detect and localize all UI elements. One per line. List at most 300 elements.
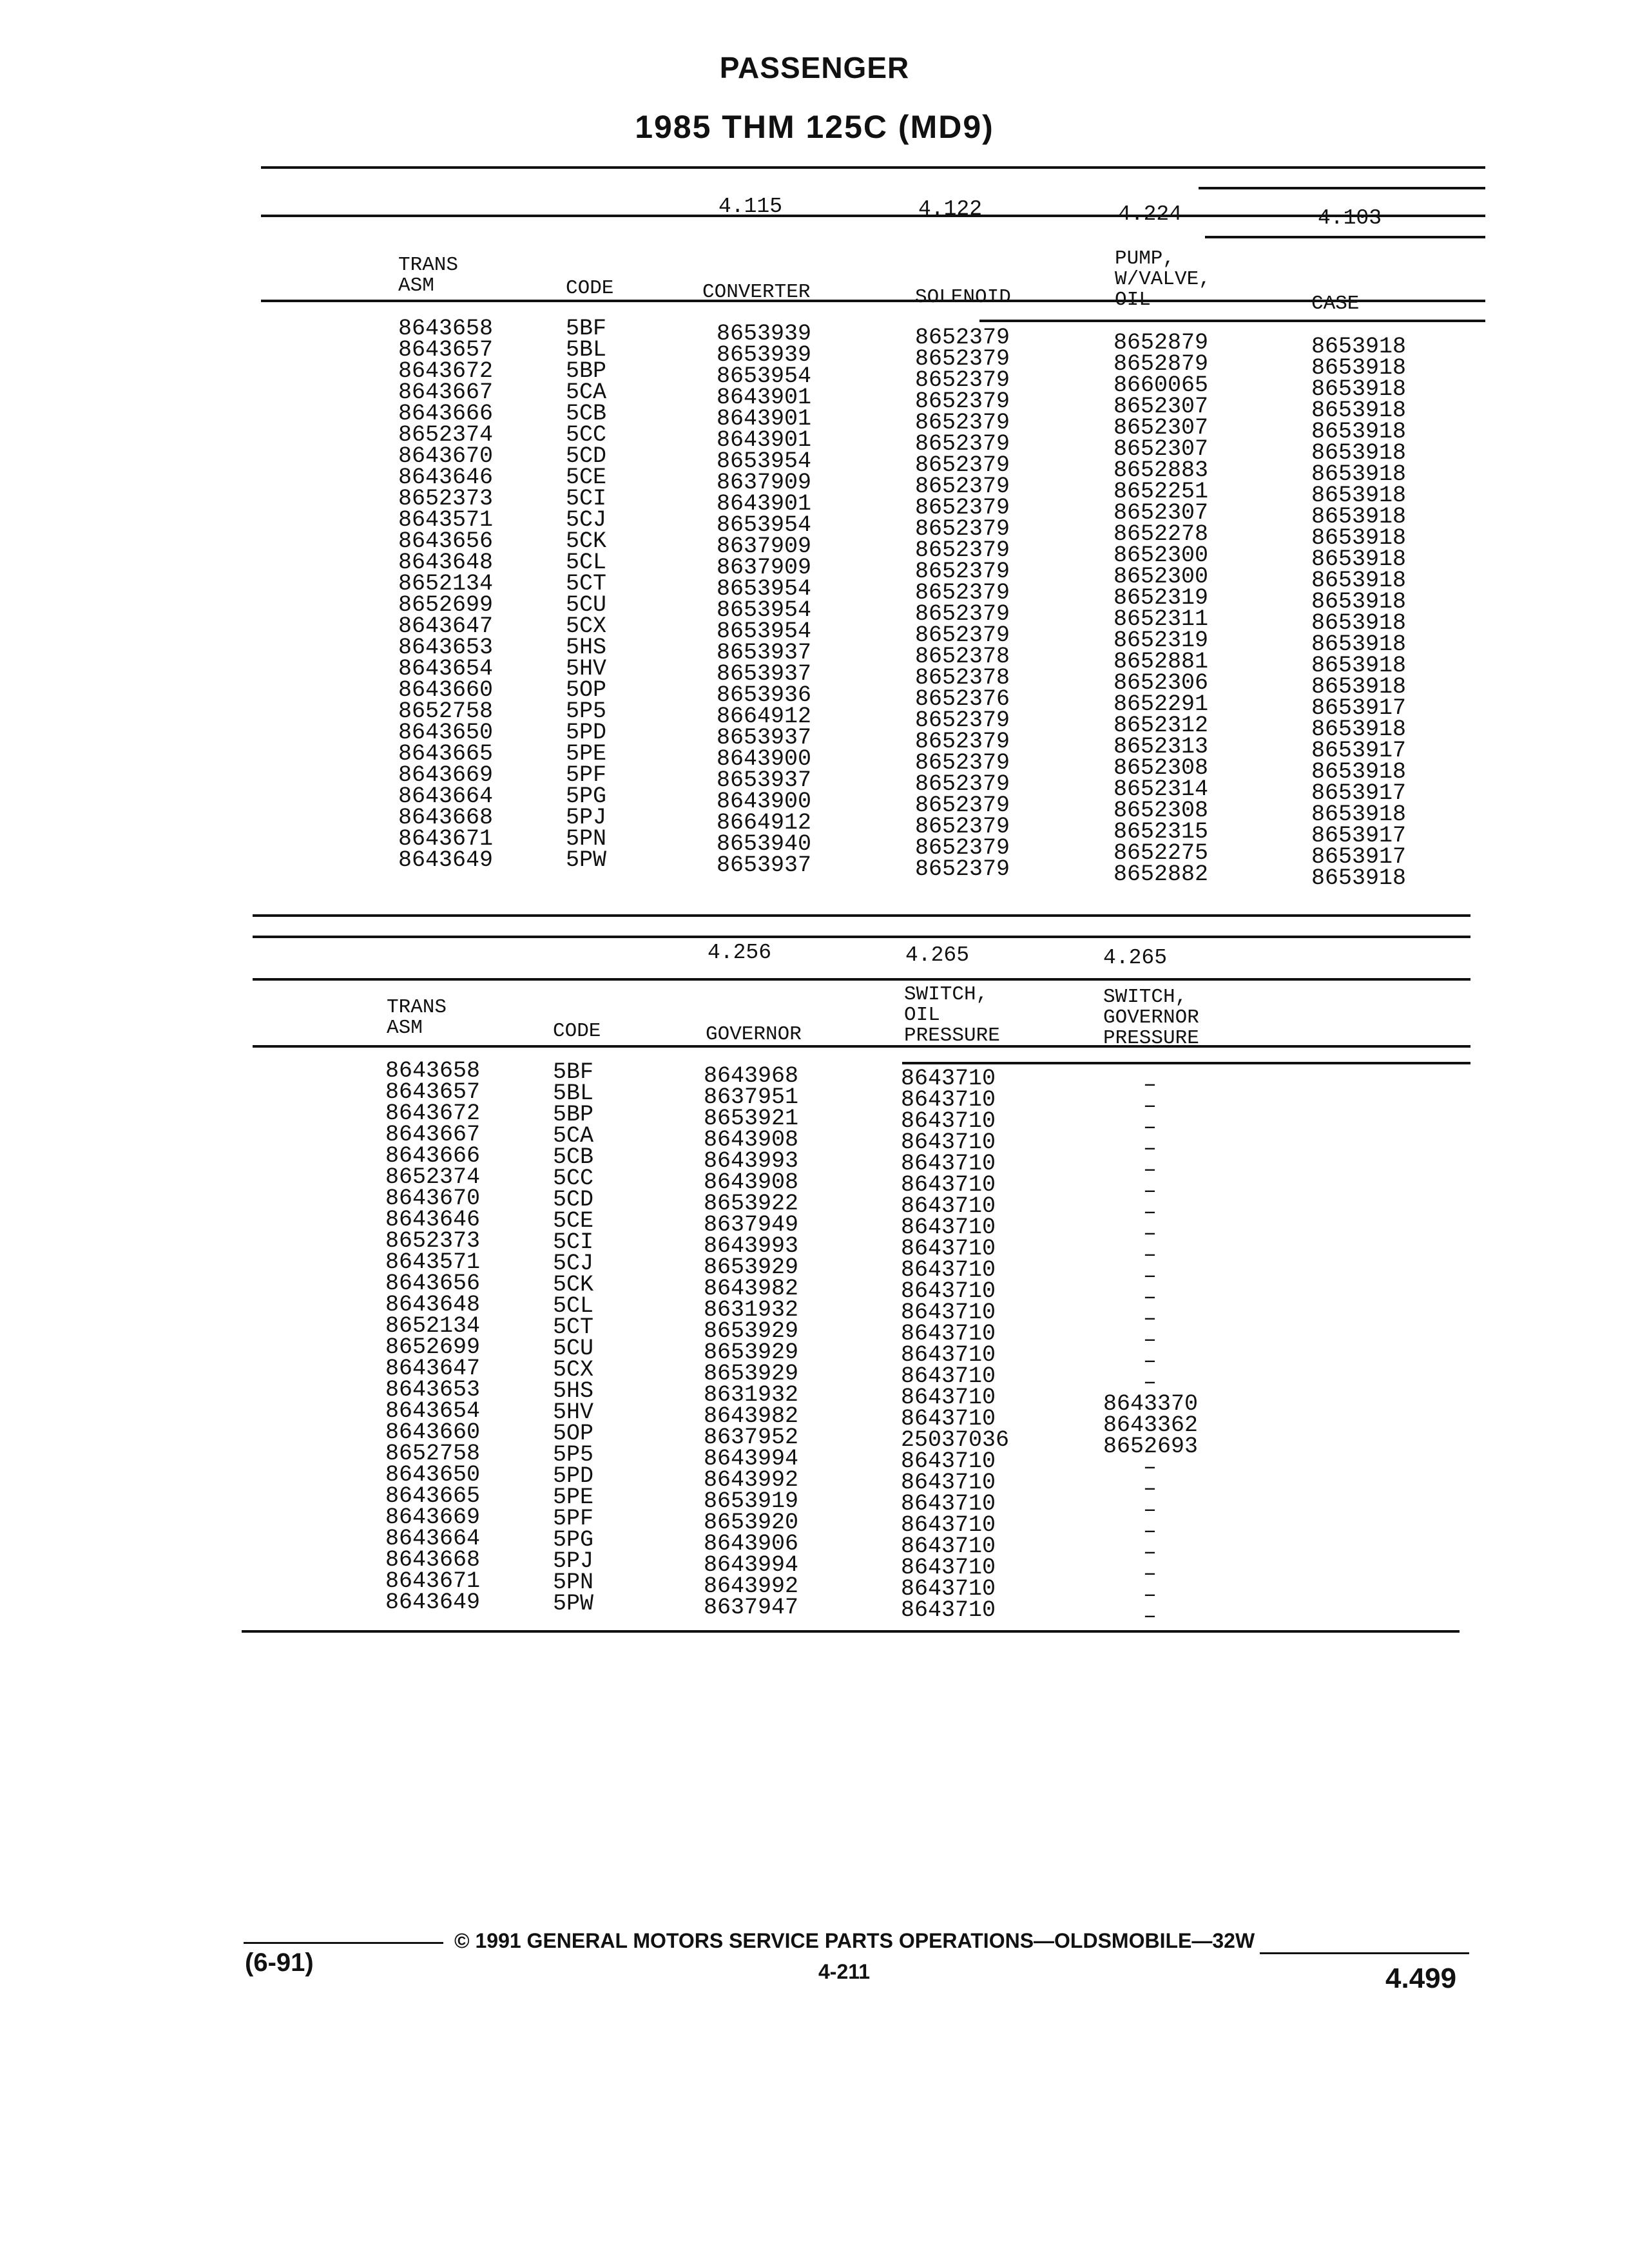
table-cell: 8643968 [704, 1063, 799, 1089]
table-cell: 8652275 [1113, 840, 1209, 866]
table-cell: 5CU [553, 1336, 594, 1361]
table-cell: 8653918 [1311, 589, 1407, 615]
table-cell: 8653918 [1311, 504, 1407, 530]
table-cell: 8643901 [717, 406, 812, 432]
table-cell: 8652882 [1113, 861, 1209, 887]
table-cell: 8643671 [385, 1568, 481, 1594]
header-converter: CONVERTER [702, 281, 811, 303]
rule-header-right [979, 320, 1485, 322]
table-cell: 8653918 [1311, 610, 1407, 636]
table-cell: 8652315 [1113, 819, 1209, 845]
table-cell: 8652373 [398, 486, 494, 512]
table-cell: – [1143, 1540, 1157, 1566]
rule-header [253, 1045, 1470, 1048]
table-cell: 8652278 [1113, 521, 1209, 547]
table-cell: 8643666 [385, 1143, 481, 1169]
table-cell: 8653918 [1311, 546, 1407, 572]
table-cell: 8652379 [915, 814, 1010, 840]
table-cell: 8631932 [704, 1297, 799, 1323]
table-cell: 8652134 [385, 1313, 481, 1339]
table-cell: 5PD [566, 720, 607, 745]
table-cell: 8643710 [901, 1342, 996, 1368]
table-cell: 5CK [553, 1272, 594, 1298]
table-cell: 8643658 [398, 316, 494, 341]
footer-page-number: 4.499 [1385, 1963, 1457, 1994]
table-cell: 8652379 [915, 346, 1010, 372]
table-cell: 5P5 [566, 698, 607, 724]
table-cell: 8643665 [385, 1483, 481, 1509]
table-cell: 8643710 [901, 1087, 996, 1113]
table-cell: 8643710 [901, 1066, 996, 1091]
table-cell: 5OP [553, 1421, 594, 1446]
table-cell: 8643571 [398, 507, 494, 533]
table-cell: 8653936 [717, 682, 812, 708]
table-cell: 8652379 [915, 771, 1010, 797]
table-cell: 8652379 [915, 325, 1010, 351]
table-cell: 8652379 [915, 793, 1010, 818]
rule-top-right [1199, 187, 1485, 189]
table-cell: 8652134 [398, 571, 494, 597]
table-cell: 8643646 [385, 1207, 481, 1233]
column-converter [717, 323, 811, 876]
column-trans-asm [385, 1058, 481, 1615]
table-cell: 8653917 [1311, 844, 1407, 870]
table-cell: 8652879 [1113, 330, 1209, 356]
rule-bottom [242, 1630, 1460, 1633]
table-cell: 8652313 [1113, 734, 1209, 760]
table-cell: 8653918 [1311, 802, 1407, 827]
table-cell: 8643669 [398, 762, 494, 788]
column-switch-oil [901, 1068, 1009, 1621]
rule-section [253, 978, 1470, 981]
table-cell: 8652379 [915, 750, 1010, 776]
table-cell: 8652379 [915, 389, 1010, 414]
table-cell: 8652883 [1113, 457, 1209, 483]
table-cell: 8643654 [385, 1398, 481, 1424]
table-cell: 8643647 [398, 613, 494, 639]
table-cell: – [1143, 1285, 1157, 1311]
table-cell: 5PW [566, 847, 607, 873]
table-cell: 8643668 [385, 1547, 481, 1573]
table-cell: 5HS [566, 635, 607, 660]
table-cell: 8643666 [398, 401, 494, 427]
table-cell: 8643994 [704, 1552, 799, 1578]
table-cell: 8652379 [915, 559, 1010, 584]
footer-rule-right [1260, 1952, 1469, 1954]
table-cell: 8643654 [398, 656, 494, 682]
table-cell: 8652379 [915, 516, 1010, 542]
table-cell: 8652300 [1113, 564, 1209, 590]
table-cell: 8653918 [1311, 419, 1407, 445]
table-cell: 8643660 [398, 677, 494, 703]
table-cell: 5CT [553, 1314, 594, 1340]
table-cell: 8652311 [1113, 606, 1209, 632]
table-cell: 8643710 [901, 1533, 996, 1559]
header-switch-oil: SWITCH, OIL PRESSURE [904, 983, 1000, 1047]
table-cell: 8653918 [1311, 653, 1407, 678]
table-cell: 5PJ [566, 805, 607, 831]
table-cell: 8643710 [901, 1385, 996, 1410]
page-title: PASSENGER [719, 51, 910, 84]
table-cell: 8652379 [915, 835, 1010, 861]
table-cell: 8637947 [704, 1595, 799, 1620]
table-cell: – [1143, 1561, 1157, 1587]
table-cell: 5CJ [566, 507, 607, 533]
table-cell: – [1143, 1115, 1157, 1140]
header-pump: PUMP, W/VALVE, OIL [1115, 247, 1211, 311]
table-cell: 8653917 [1311, 780, 1407, 806]
table-cell: – [1143, 1242, 1157, 1268]
table-cell: 8643672 [398, 358, 494, 384]
column-pump [1113, 332, 1208, 885]
table-cell: 8652378 [915, 665, 1010, 691]
table-cell: 5CC [553, 1166, 594, 1191]
table-cell: 5CC [566, 422, 607, 448]
table-cell: 8652308 [1113, 798, 1209, 823]
table-cell: 5PN [566, 826, 607, 852]
table-cell: 8653929 [704, 1254, 799, 1280]
table-cell: 8643660 [385, 1419, 481, 1445]
table-cell: 8643710 [901, 1363, 996, 1389]
table-cell: 5PF [566, 762, 607, 788]
table-cell: 8643656 [385, 1271, 481, 1296]
table-cell: 8653954 [717, 576, 812, 602]
section-code-case: 4.103 [1318, 206, 1382, 230]
table-cell: 8643908 [704, 1169, 799, 1195]
table-cell: 8653929 [704, 1340, 799, 1365]
table-cell: 8653939 [717, 342, 812, 368]
table-cell: 8643656 [398, 528, 494, 554]
table-cell: 8643901 [717, 385, 812, 410]
table-cell: 5CX [566, 613, 607, 639]
table-cell: 8652699 [398, 592, 494, 618]
table-cell: 8653919 [704, 1488, 799, 1514]
table-cell: 5CI [553, 1229, 594, 1255]
table-cell: 8653937 [717, 852, 812, 878]
table-cell: – [1143, 1349, 1157, 1374]
table-cell: 8652379 [915, 537, 1010, 563]
table-cell: 8660065 [1113, 372, 1209, 398]
table-cell: 5HS [553, 1378, 594, 1404]
table-cell: – [1143, 1455, 1157, 1481]
table-cell: 5BP [553, 1102, 594, 1128]
table-cell: 8652373 [385, 1228, 481, 1254]
table-cell: 5P5 [553, 1442, 594, 1468]
table-cell: 8643362 [1103, 1412, 1199, 1438]
table-cell: 8652379 [915, 580, 1010, 606]
table-cell: 5CL [566, 550, 607, 575]
table-cell: 8643901 [717, 427, 812, 453]
table-cell: 8653929 [704, 1318, 799, 1344]
column-switch-gov-dashes-bottom [1103, 1457, 1157, 1628]
table-cell: – [1143, 1264, 1157, 1289]
table-cell: 8643664 [385, 1526, 481, 1552]
table-cell: 8652374 [398, 422, 494, 448]
footer-copyright: © 1991 GENERAL MOTORS SERVICE PARTS OPERATIONS—OLDSMOBILE—32W [454, 1929, 1255, 1952]
table-cell: 8643710 [901, 1257, 996, 1283]
footer-page-sub: 4-211 [818, 1960, 871, 1983]
table-cell: 5BF [566, 316, 607, 341]
table-cell: 8652379 [915, 410, 1010, 436]
table-cell: 5BP [566, 358, 607, 384]
column-switch-gov-dashes-top [1103, 1072, 1157, 1396]
table-cell: – [1143, 1327, 1157, 1353]
table-cell: 25037036 [901, 1427, 1010, 1453]
table-cell: 8653920 [704, 1510, 799, 1535]
table-cell: 5PG [553, 1527, 594, 1553]
table-cell: 8653922 [704, 1191, 799, 1216]
table-cell: – [1143, 1370, 1157, 1396]
table-cell: 8652879 [1113, 351, 1209, 377]
table-cell: 8653954 [717, 448, 812, 474]
footer-rule-left [244, 1942, 443, 1944]
table-cell: 8652379 [915, 431, 1010, 457]
table-cell: 8631932 [704, 1382, 799, 1408]
rule-header [261, 300, 1485, 302]
table-cell: 8652291 [1113, 691, 1209, 717]
table-cell: 8643649 [385, 1590, 481, 1615]
header-trans-asm: TRANS ASM [387, 996, 447, 1039]
table-cell: 8643665 [398, 741, 494, 767]
table-cell: 5BL [566, 337, 607, 363]
table-cell: 8653937 [717, 661, 812, 687]
table-cell: 8643710 [901, 1555, 996, 1581]
table-cell: 8637909 [717, 533, 812, 559]
table-cell: 8643710 [901, 1512, 996, 1538]
table-cell: 8643994 [704, 1446, 799, 1472]
table-cell: – [1143, 1072, 1157, 1098]
table-cell: 8643710 [901, 1172, 996, 1198]
section-code-pump: 4.224 [1118, 202, 1182, 226]
table-cell: 8652312 [1113, 713, 1209, 738]
page-subtitle: 1985 THM 125C (MD9) [635, 109, 994, 145]
table-cell: 8643710 [901, 1300, 996, 1325]
table-cell: 8652307 [1113, 436, 1209, 462]
table-cell: 8643670 [398, 443, 494, 469]
table-cell: 8643669 [385, 1504, 481, 1530]
table-cell: 8637909 [717, 555, 812, 581]
table-cell: 8653954 [717, 619, 812, 644]
table-cell: 5CD [566, 443, 607, 469]
table-cell: 8643710 [901, 1236, 996, 1262]
column-trans-asm [398, 318, 493, 871]
table-cell: 8643647 [385, 1356, 481, 1381]
table-cell: 8652307 [1113, 500, 1209, 526]
table-cell: 8637909 [717, 470, 812, 495]
table-cell: 5CE [566, 465, 607, 490]
table-cell: 8652379 [915, 367, 1010, 393]
column-governor [704, 1063, 799, 1620]
table-cell: 5PJ [553, 1548, 594, 1574]
table-cell: 5PN [553, 1570, 594, 1595]
section-code-switch-gov: 4.265 [1103, 946, 1168, 970]
footer-date: (6-91) [245, 1948, 314, 1977]
table-cell: 8652314 [1113, 776, 1209, 802]
table-cell: 8653917 [1311, 738, 1407, 764]
rule-section [261, 215, 1485, 217]
table-cell: 8643653 [385, 1377, 481, 1403]
table-cell: 8653918 [1311, 865, 1407, 891]
table-cell: 8643672 [385, 1100, 481, 1126]
table-cell: 8652374 [385, 1164, 481, 1190]
rule-header-right [902, 1062, 1470, 1064]
table-cell: 8652379 [915, 452, 1010, 478]
table-cell: 8652881 [1113, 649, 1209, 675]
table-cell: 8643710 [901, 1278, 996, 1304]
table-cell: 8643653 [398, 635, 494, 660]
table-cell: 5OP [566, 677, 607, 703]
table-cell: 5PF [553, 1506, 594, 1532]
table-cell: 5CI [566, 486, 607, 512]
table-cell: 8664912 [717, 810, 812, 836]
table-cell: 8643900 [717, 789, 812, 814]
table-cell: 8653917 [1311, 695, 1407, 721]
table-cell: 5PD [553, 1463, 594, 1489]
table-cell: 8653918 [1311, 376, 1407, 402]
header-trans-asm: TRANS ASM [398, 254, 459, 297]
table-cell: 8652379 [915, 601, 1010, 627]
table-cell: 8643646 [398, 465, 494, 490]
table-cell: 5BF [553, 1059, 594, 1085]
table-cell: 8653940 [717, 831, 812, 857]
table-cell: 8664912 [717, 704, 812, 729]
table-cell: 8653937 [717, 725, 812, 751]
section-code-switch-oil: 4.265 [905, 943, 970, 967]
table-cell: 5PE [566, 741, 607, 767]
table-cell: 8652379 [915, 707, 1010, 733]
table-cell: 8643657 [385, 1079, 481, 1105]
table-cell: 8652306 [1113, 670, 1209, 696]
table-cell: 5CE [553, 1208, 594, 1234]
table-cell: 5CB [553, 1144, 594, 1170]
table-cell: 8643710 [901, 1321, 996, 1347]
table-cell: – [1143, 1582, 1157, 1608]
table-cell: – [1143, 1306, 1157, 1332]
table-cell: 5HV [553, 1399, 594, 1425]
table-cell: – [1143, 1497, 1157, 1523]
table-cell: 8652307 [1113, 415, 1209, 441]
table-cell: 8652699 [385, 1334, 481, 1360]
table-cell: 8643710 [901, 1491, 996, 1517]
table-cell: 8643906 [704, 1531, 799, 1557]
column-case [1311, 336, 1406, 889]
table-cell: 8653918 [1311, 525, 1407, 551]
table-cell: 8643710 [901, 1215, 996, 1240]
table-cell: 8652379 [915, 474, 1010, 499]
table-cell: 8643993 [704, 1148, 799, 1174]
section-code-governor: 4.256 [708, 941, 772, 965]
table-cell: 5CT [566, 571, 607, 597]
table-cell: 8643710 [901, 1576, 996, 1602]
table-cell: 8653921 [704, 1106, 799, 1131]
table-cell: 8653918 [1311, 398, 1407, 423]
table-cell: 8643658 [385, 1058, 481, 1084]
column-code [553, 1059, 594, 1617]
table-cell: 8653918 [1311, 568, 1407, 593]
table-cell: 8653954 [717, 597, 812, 623]
table-cell: 8652379 [915, 622, 1010, 648]
rule-bottom [253, 914, 1470, 917]
table-cell: 5CA [566, 380, 607, 405]
rule-section-right [1205, 236, 1485, 238]
table-cell: – [1143, 1519, 1157, 1544]
table-cell: 5PG [566, 783, 607, 809]
table-cell: 8643667 [385, 1122, 481, 1148]
table-cell: 8643650 [385, 1462, 481, 1488]
table-cell: 8643901 [717, 491, 812, 517]
table-cell: 5CJ [553, 1251, 594, 1276]
table-cell: 8652758 [385, 1441, 481, 1466]
table-cell: 8652693 [1103, 1434, 1199, 1459]
section-code-converter: 4.115 [718, 195, 783, 218]
table-cell: 8643370 [1103, 1391, 1199, 1417]
table-cell: 5CA [553, 1123, 594, 1149]
table-cell: 8643667 [398, 380, 494, 405]
header-code: CODE [553, 1020, 601, 1043]
table-cell: 8652378 [915, 644, 1010, 669]
table-cell: 8653918 [1311, 440, 1407, 466]
table-cell: 8643571 [385, 1249, 481, 1275]
table-cell: 8643668 [398, 805, 494, 831]
table-cell: 8643908 [704, 1127, 799, 1153]
table-cell: 8653918 [1311, 334, 1407, 360]
table-cell: 8643710 [901, 1597, 996, 1623]
table-cell: 8637949 [704, 1212, 799, 1238]
table-cell: 8643710 [901, 1108, 996, 1134]
table-cell: – [1143, 1178, 1157, 1204]
table-cell: 5CK [566, 528, 607, 554]
table-cell: 5PW [553, 1591, 594, 1617]
table-cell: 8643993 [704, 1233, 799, 1259]
table-cell: 8643671 [398, 826, 494, 852]
table-cell: 8643710 [901, 1193, 996, 1219]
table-cell: 8653918 [1311, 355, 1407, 381]
table-cell: 8643982 [704, 1403, 799, 1429]
table-cell: 5HV [566, 656, 607, 682]
table-cell: – [1143, 1200, 1157, 1225]
section-code-solenoid: 4.122 [918, 197, 983, 221]
table-cell: 8643650 [398, 720, 494, 745]
column-switch-gov-values [1103, 1391, 1199, 1459]
table-cell: 8652758 [398, 698, 494, 724]
table-cell: 8643657 [398, 337, 494, 363]
table-cell: 8643900 [717, 746, 812, 772]
table-cell: 8653954 [717, 512, 812, 538]
table-cell: 8652379 [915, 856, 1010, 882]
table-cell: – [1143, 1136, 1157, 1162]
table-cell: 8643992 [704, 1573, 799, 1599]
table-cell: 8653918 [1311, 631, 1407, 657]
table-cell: 8643670 [385, 1186, 481, 1211]
table-cell: 8652319 [1113, 628, 1209, 653]
table-cell: 8652319 [1113, 585, 1209, 611]
header-switch-gov: SWITCH, GOVERNOR PRESSURE [1103, 986, 1199, 1050]
header-governor: GOVERNOR [706, 1023, 802, 1046]
table-cell: 8652300 [1113, 543, 1209, 568]
table-cell: 8643982 [704, 1276, 799, 1302]
table-cell: 8637952 [704, 1425, 799, 1450]
table-cell: – [1143, 1157, 1157, 1183]
table-cell: 8637951 [704, 1084, 799, 1110]
table-cell: 8653939 [717, 321, 812, 347]
header-code: CODE [566, 277, 614, 300]
table-cell: 5CB [566, 401, 607, 427]
table-cell: 8653918 [1311, 716, 1407, 742]
table-cell: 5CX [553, 1357, 594, 1383]
table-cell: 8652379 [915, 495, 1010, 521]
table-cell: 8652307 [1113, 394, 1209, 419]
table-cell: 8643649 [398, 847, 494, 873]
